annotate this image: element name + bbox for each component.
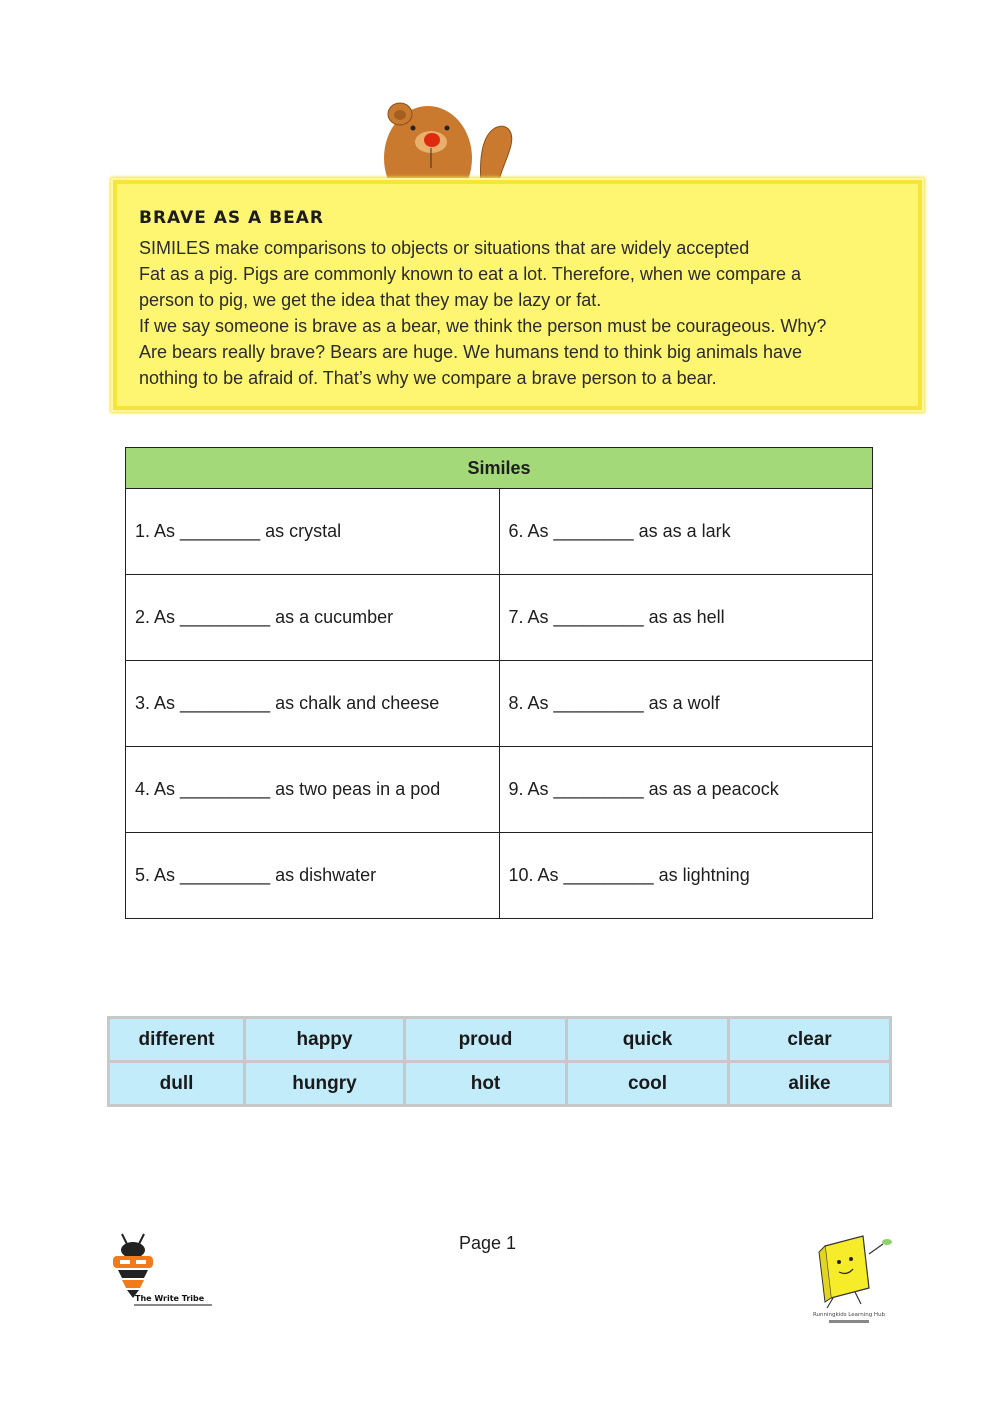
word-chip[interactable]: clear <box>730 1019 889 1060</box>
intro-line: person to pig, we get the idea that they may be lazy or fat. <box>139 290 602 310</box>
book-mascot-icon <box>803 1228 895 1326</box>
simile-item[interactable]: 2. As _________ as a cucumber <box>126 575 500 661</box>
table-row <box>126 747 873 833</box>
bear-icon <box>383 100 518 184</box>
table-row <box>126 661 873 747</box>
intro-line: If we say someone is brave as a bear, we think the person must be courageous. Why? <box>139 316 827 336</box>
table-row <box>126 575 873 661</box>
word-chip[interactable]: different <box>110 1019 243 1060</box>
simile-item[interactable]: 4. As _________ as two peas in a pod <box>126 747 500 833</box>
word-chip[interactable]: hot <box>406 1063 565 1104</box>
intro-title: BRAVE AS A BEAR <box>139 208 324 228</box>
bee-logo-icon <box>108 1232 216 1308</box>
simile-item[interactable]: 5. As _________ as dishwater <box>126 833 500 919</box>
word-chip[interactable]: dull <box>110 1063 243 1104</box>
word-bank <box>107 1016 892 1107</box>
word-chip[interactable]: quick <box>568 1019 727 1060</box>
word-bank-row <box>110 1063 889 1104</box>
simile-item[interactable]: 6. As ________ as as a lark <box>499 489 873 575</box>
table-row <box>126 833 873 919</box>
intro-box <box>113 180 922 410</box>
simile-item[interactable]: 1. As ________ as crystal <box>126 489 500 575</box>
simile-item[interactable]: 3. As _________ as chalk and cheese <box>126 661 500 747</box>
intro-line: nothing to be afraid of. That’s why we compare a brave person to a bear. <box>139 368 717 388</box>
intro-line: SIMILES make comparisons to objects or situations that are widely accepted <box>139 238 750 258</box>
similes-header: Similes <box>126 448 873 489</box>
table-row <box>126 489 873 575</box>
word-chip[interactable]: happy <box>246 1019 403 1060</box>
book-logo-text: Runningkids Learning Hub <box>812 1312 886 1318</box>
page-number: Page 1 <box>459 1233 517 1253</box>
word-chip[interactable]: cool <box>568 1063 727 1104</box>
simile-item[interactable]: 9. As _________ as as a peacock <box>499 747 873 833</box>
simile-item[interactable]: 10. As _________ as lightning <box>499 833 873 919</box>
bee-logo-text: The Write Tribe <box>135 1294 205 1303</box>
simile-item[interactable]: 8. As _________ as a wolf <box>499 661 873 747</box>
word-bank-row <box>110 1019 889 1060</box>
simile-item[interactable]: 7. As _________ as as hell <box>499 575 873 661</box>
word-chip[interactable]: proud <box>406 1019 565 1060</box>
intro-line: Fat as a pig. Pigs are commonly known to eat a lot. Therefore, when we compare a <box>139 264 802 284</box>
intro-line: Are bears really brave? Bears are huge. We humans tend to think big animals have <box>139 342 803 362</box>
similes-table <box>125 447 873 919</box>
word-chip[interactable]: hungry <box>246 1063 403 1104</box>
word-chip[interactable]: alike <box>730 1063 889 1104</box>
